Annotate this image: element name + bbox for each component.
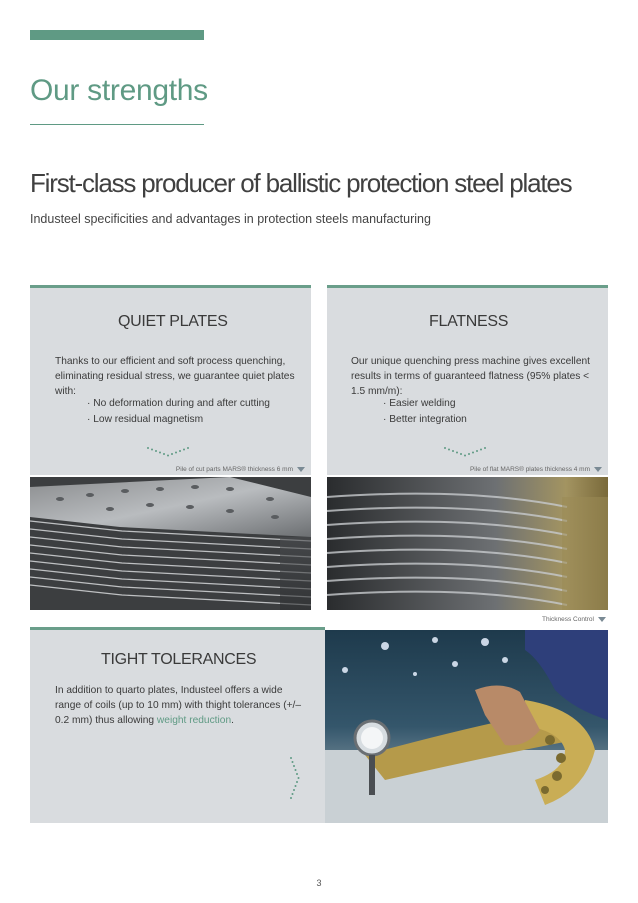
- page-number: 3: [316, 878, 322, 888]
- caret-down-icon: [598, 617, 606, 622]
- subheadline: Industeel specificities and advantages in protection steels manufacturing: [30, 212, 431, 226]
- chevron-down-icon: [443, 445, 489, 459]
- quiet-plates-caption: Pile of cut parts MARS® thickness 6 mm: [176, 466, 305, 473]
- quiet-plates-title: QUIET PLATES: [118, 313, 228, 330]
- chevron-right-icon: [288, 756, 302, 802]
- header-accent-bar: [30, 30, 204, 40]
- list-item: · Easier welding: [383, 396, 467, 412]
- headline: First-class producer of ballistic protection steel plates: [30, 168, 572, 198]
- flatness-panel: [327, 285, 608, 475]
- thickness-control-caption: Thickness Control: [542, 616, 606, 623]
- flatness-caption: Pile of flat MARS® plates thickness 4 mm: [470, 466, 602, 473]
- tight-tolerances-text: In addition to quarto plates, Industeel offers a wide range of coils (up to 10 mm) with thight tolerances (+/– 0.2 mm) thus allowing weight reduction.: [55, 685, 302, 726]
- flatness-text: Our unique quenching press machine gives excellent results in terms of guaranteed flatness (95% plates < 1.5 mm/m):: [351, 356, 590, 397]
- flat-plates-photo: [327, 477, 608, 610]
- section-title: Our strengths: [30, 74, 208, 107]
- cut-plates-photo: [30, 477, 311, 610]
- thickness-gauge-image: [325, 630, 608, 823]
- flat-plates-image: [327, 477, 608, 610]
- flatness-title: FLATNESS: [429, 313, 509, 330]
- flatness-bullets: [383, 396, 467, 428]
- cut-plates-image: [30, 477, 311, 610]
- list-item: · Better integration: [383, 412, 467, 428]
- caret-down-icon: [594, 467, 602, 472]
- weight-reduction-link[interactable]: weight reduction: [156, 715, 232, 726]
- quiet-plates-panel: [30, 285, 311, 475]
- quiet-plates-bullets: [87, 396, 270, 428]
- caret-down-icon: [297, 467, 305, 472]
- tight-tolerances-panel: [30, 627, 325, 823]
- list-item: · Low residual magnetism: [87, 412, 270, 428]
- title-divider: [30, 124, 204, 125]
- quiet-plates-text: Thanks to our efficient and soft process quenching, eliminating residual stress, we guarantee quiet plates with:: [55, 356, 295, 397]
- list-item: · No deformation during and after cutting: [87, 396, 270, 412]
- chevron-down-icon: [146, 445, 192, 459]
- tight-tolerances-title: TIGHT TOLERANCES: [101, 651, 257, 668]
- thickness-control-photo: [325, 630, 608, 823]
